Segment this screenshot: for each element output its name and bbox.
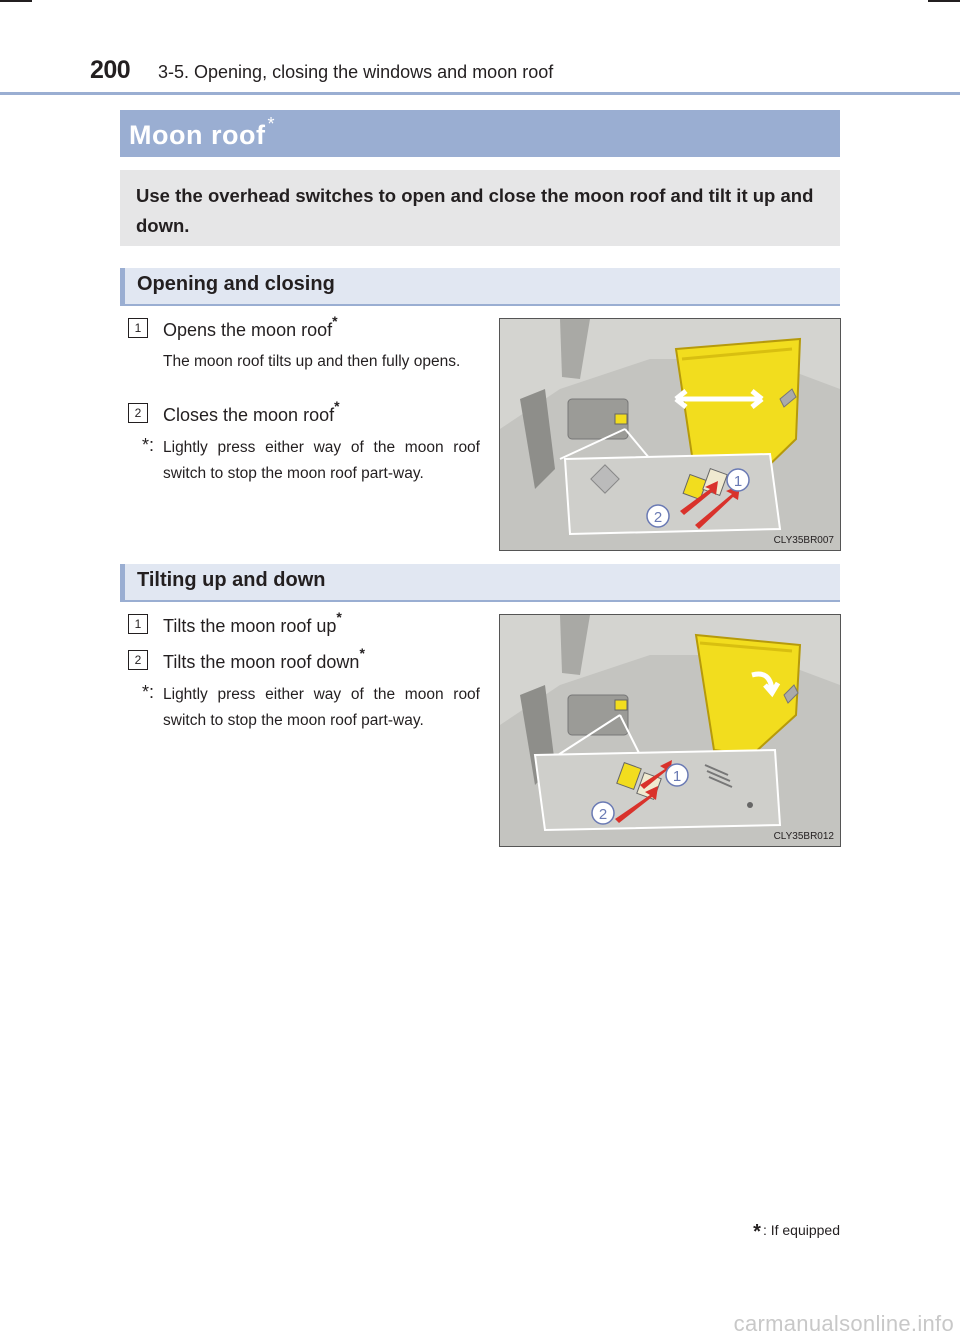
crop-mark-left: [0, 0, 32, 2]
svg-text:1: 1: [672, 768, 682, 785]
footnote: * : If equipped: [753, 1221, 840, 1243]
crop-mark-right: [928, 0, 960, 2]
section-heading-tilting: Tilting up and down: [120, 564, 840, 602]
note-asterisk: *:: [142, 435, 155, 455]
figure-code: CLY35BR007: [773, 535, 834, 546]
page-number: 200: [90, 56, 131, 84]
equipped-asterisk: *: [267, 114, 275, 134]
svg-text:1: 1: [733, 473, 743, 490]
watermark: carmanualsonline.info: [733, 1311, 954, 1336]
svg-text:2: 2: [653, 509, 663, 526]
item-tilts-down: Tilts the moon roof down*: [163, 645, 365, 672]
heading-accent: [120, 268, 125, 304]
note-text: Lightly press either way of the moon roof switch to stop the moon roof part-way.: [163, 439, 480, 482]
item-tilts-up: Tilts the moon roof up*: [163, 609, 342, 636]
item-number-badge: 2: [128, 403, 148, 423]
item-number-badge: 1: [128, 318, 148, 338]
item-number-badge: 1: [128, 614, 148, 634]
intro-text: Use the overhead switches to open and close the moon roof and tilt it up and down.: [136, 185, 814, 236]
moon-roof-tilt-illustration: [499, 614, 841, 847]
figure-code: CLY35BR012: [773, 831, 834, 842]
item-opens-description: The moon roof tilts up and then fully opens.: [163, 353, 461, 370]
page-title: Moon roof *: [129, 114, 275, 150]
item-opens: Opens the moon roof*: [163, 313, 338, 340]
header-rule: [0, 92, 960, 95]
note-text: Lightly press either way of the moon roof switch to stop the moon roof part-way.: [163, 686, 480, 729]
running-head: 3-5. Opening, closing the windows and moon roof: [158, 62, 554, 82]
intro-box: [120, 170, 840, 246]
heading-accent: [120, 564, 125, 600]
note-asterisk: *:: [142, 682, 155, 702]
svg-text:2: 2: [598, 806, 608, 823]
item-number-badge: 2: [128, 650, 148, 670]
moon-roof-open-close-illustration: [499, 318, 841, 551]
title-bar: [120, 110, 840, 157]
item-closes: Closes the moon roof*: [163, 398, 340, 425]
section-heading-opening: Opening and closing: [120, 268, 840, 306]
